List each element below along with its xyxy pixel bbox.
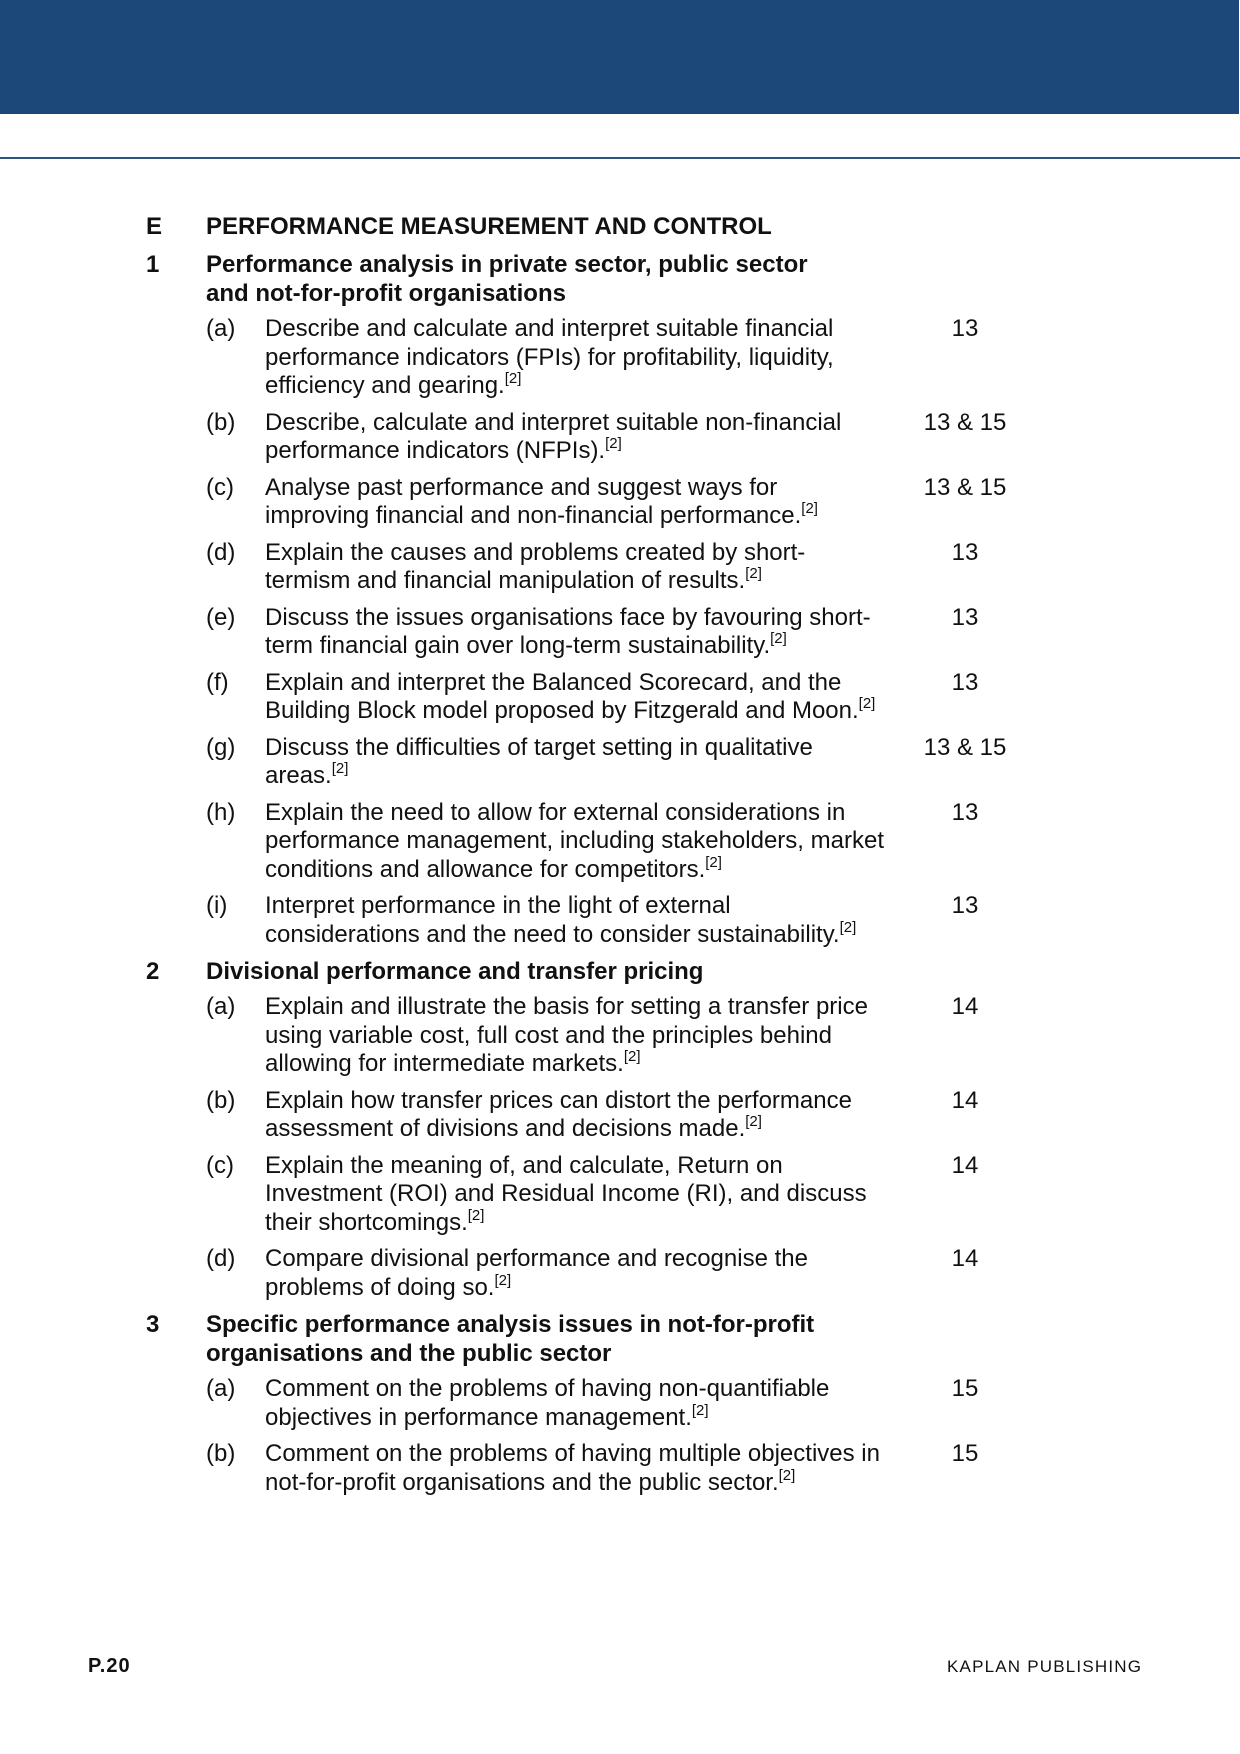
topic-title: Divisional performance and transfer pricing xyxy=(206,958,704,985)
item-description: Explain and interpret the Balanced Scorecard, and the Building Block model proposed by Fitzgerald and Moon. xyxy=(265,668,859,724)
item-reference: [2] xyxy=(331,760,349,777)
item-reference: [2] xyxy=(623,1048,641,1065)
item-label: (b) xyxy=(206,1086,236,1114)
topic-title: Performance analysis in private sector, public sector and not-for-profit organisations xyxy=(206,251,808,307)
item-text xyxy=(265,993,885,1079)
item-reference: [2] xyxy=(770,630,787,647)
item-description: Interpret performance in the light of external considerations and the need to consider sustainability. xyxy=(265,892,840,948)
item-label: (b) xyxy=(206,408,236,436)
item-chapter: 13 & 15 xyxy=(923,473,1007,501)
topic-2 xyxy=(0,957,1240,1302)
item-reference: [2] xyxy=(745,565,762,582)
topic-title: Specific performance analysis issues in not-for-profit organisations and the public sector xyxy=(206,1311,815,1367)
item-label: (d) xyxy=(206,1245,236,1272)
topic-3 xyxy=(0,1310,1240,1497)
item-reference: [2] xyxy=(858,695,876,712)
item-description: Comment on the problems of having non-quantifiable objectives in performance management. xyxy=(265,1375,830,1431)
item-label: (h) xyxy=(206,798,236,826)
syllabus-item xyxy=(0,669,1240,726)
syllabus-item xyxy=(0,993,1240,1079)
item-text xyxy=(265,799,885,885)
topic-heading xyxy=(0,957,846,993)
syllabus-item xyxy=(0,1087,1240,1144)
item-chapter: 15 xyxy=(951,1375,979,1402)
item-chapter: 13 xyxy=(951,668,979,696)
item-label: (f) xyxy=(206,668,229,696)
section-letter: E xyxy=(146,213,163,240)
item-description: Explain the causes and problems created by short-termism and financial manipulation of results. xyxy=(265,538,806,594)
item-label: (a) xyxy=(206,1375,236,1402)
syllabus-item xyxy=(0,604,1240,661)
topic-number: 1 xyxy=(146,251,160,278)
item-text xyxy=(265,409,885,466)
item-text xyxy=(265,734,885,791)
syllabus-item xyxy=(0,315,1240,401)
item-description: Discuss the issues organisations face by favouring short-term financial gain over long-term sustainability. xyxy=(265,603,871,659)
item-label: (c) xyxy=(206,473,234,501)
item-reference: [2] xyxy=(494,1271,512,1289)
header-band xyxy=(0,0,1239,114)
topic-number: 3 xyxy=(146,1311,160,1338)
header-rule xyxy=(0,157,1240,159)
item-label: (d) xyxy=(206,538,236,566)
item-chapter: 14 xyxy=(951,1245,979,1272)
item-text xyxy=(265,1440,885,1497)
item-chapter: 13 & 15 xyxy=(923,408,1007,436)
item-chapter: 15 xyxy=(951,1440,979,1467)
topic-list xyxy=(0,250,1240,1497)
item-reference: [2] xyxy=(691,1401,709,1419)
item-chapter: 13 & 15 xyxy=(923,733,1007,761)
topic-heading xyxy=(0,250,846,315)
syllabus-item xyxy=(0,1245,1240,1302)
item-chapter: 13 xyxy=(951,315,979,342)
item-text xyxy=(265,892,885,949)
item-description: Explain how transfer prices can distort the performance assessment of divisions and decisions made. xyxy=(265,1086,852,1142)
syllabus-item xyxy=(0,734,1240,791)
section-title: PERFORMANCE MEASUREMENT AND CONTROL xyxy=(206,213,772,240)
item-description: Describe and calculate and interpret suitable financial performance indicators (FPIs) for profitability, liquidity, efficiency and gearing. xyxy=(265,315,834,399)
syllabus-item xyxy=(0,1375,1240,1432)
item-description: Discuss the difficulties of target setting in qualitative areas. xyxy=(265,733,813,789)
item-text xyxy=(265,669,885,726)
item-label: (i) xyxy=(206,892,228,919)
item-description: Analyse past performance and suggest ways for improving financial and non-financial performance. xyxy=(265,473,802,529)
item-chapter: 13 xyxy=(951,798,979,826)
item-chapter: 14 xyxy=(951,1086,979,1114)
item-description: Explain the meaning of, and calculate, Return on Investment (ROI) and Residual Income (RI), and discuss their shortcomings. xyxy=(265,1151,867,1236)
item-chapter: 13 xyxy=(951,892,979,919)
item-reference: [2] xyxy=(839,918,857,936)
item-reference: [2] xyxy=(801,500,818,517)
item-reference: [2] xyxy=(778,1466,796,1484)
item-text xyxy=(265,1375,885,1432)
item-label: (g) xyxy=(206,733,236,761)
item-label: (c) xyxy=(206,1151,234,1179)
item-label: (b) xyxy=(206,1440,236,1467)
item-reference: [2] xyxy=(504,370,522,387)
syllabus-item xyxy=(0,799,1240,885)
item-description: Explain the need to allow for external considerations in performance management, including stakeholders, market conditions and allowance for competitors. xyxy=(265,798,884,883)
item-text xyxy=(265,474,885,531)
item-label: (a) xyxy=(206,315,236,342)
syllabus-item xyxy=(0,409,1240,466)
item-chapter: 13 xyxy=(951,603,979,631)
syllabus-item xyxy=(0,892,1240,949)
item-description: Explain and illustrate the basis for setting a transfer price using variable cost, full cost and the principles behind allowing for intermediate markets. xyxy=(265,993,868,1077)
item-text xyxy=(265,1087,885,1144)
item-description: Describe, calculate and interpret suitable non-financial performance indicators (NFPIs). xyxy=(265,408,842,464)
item-reference: [2] xyxy=(745,1113,762,1130)
item-reference: [2] xyxy=(705,853,722,871)
publisher-name: KAPLAN PUBLISHING xyxy=(947,1657,1143,1676)
item-chapter: 14 xyxy=(951,1151,979,1179)
item-text xyxy=(265,315,885,401)
topic-1 xyxy=(0,250,1240,949)
syllabus-item xyxy=(0,539,1240,596)
item-label: (e) xyxy=(206,603,236,631)
section-heading xyxy=(0,210,1240,244)
item-label: (a) xyxy=(206,993,236,1020)
item-text xyxy=(265,539,885,596)
item-text xyxy=(265,604,885,661)
syllabus-item xyxy=(0,1440,1240,1497)
syllabus-item xyxy=(0,1152,1240,1238)
topic-heading xyxy=(0,1310,846,1375)
item-text xyxy=(265,1152,885,1238)
syllabus-content xyxy=(0,210,1240,1505)
syllabus-item xyxy=(0,474,1240,531)
item-description: Compare divisional performance and recognise the problems of doing so. xyxy=(265,1245,808,1301)
item-text xyxy=(265,1245,885,1302)
item-description: Comment on the problems of having multiple objectives in not-for-profit organisations and the public sector. xyxy=(265,1440,880,1496)
item-chapter: 14 xyxy=(951,993,979,1020)
item-reference: [2] xyxy=(467,1206,485,1224)
item-reference: [2] xyxy=(605,435,622,452)
item-chapter: 13 xyxy=(951,538,979,566)
page-number: P.20 xyxy=(88,1655,131,1677)
topic-number: 2 xyxy=(146,958,160,985)
